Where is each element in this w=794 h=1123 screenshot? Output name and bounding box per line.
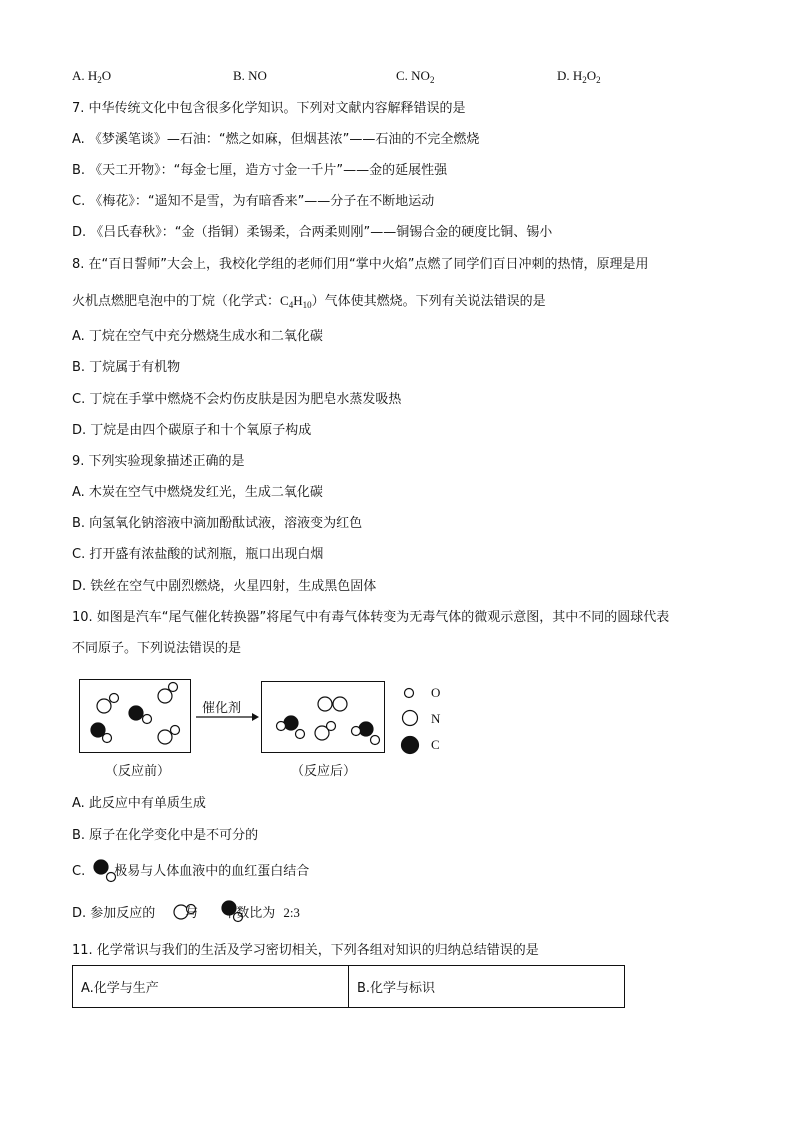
legend-n-label: N [431, 711, 441, 726]
arrow-head [252, 713, 259, 721]
q10-option-a: A. 此反应中有单质生成 [72, 796, 206, 811]
co2-molecule [352, 722, 380, 745]
q6-option-c: C. $NO_2$ [396, 68, 435, 85]
table-row [73, 966, 625, 1008]
q9-option-b: B. 向氢氧化钠溶液中滴加酚酞试液，溶液变为红色 [72, 516, 363, 531]
q8-option-c: C. 丁烷在手掌中燃烧不会灼伤皮肤是因为肥皂水蒸发吸热 [72, 392, 402, 407]
no-molecule [97, 694, 119, 714]
q8-stem-line2: 火机点燃肥皂泡中的丁烷（化学式：$C_4H_{10}$）气体使其燃烧。下列有关说法错误的是 [72, 293, 546, 310]
table-cell-b: B.化学与标识 [349, 966, 625, 1008]
q6-option-d: D. $H_2O_2$ [557, 68, 601, 85]
q7-stem: 7. 中华传统文化中包含很多化学知识。下列对文献内容解释错误的是 [72, 101, 466, 116]
co-molecule [91, 723, 112, 743]
q9-option-a: A. 木炭在空气中燃烧发红光，生成二氧化碳 [72, 485, 323, 500]
legend-c-label: C [431, 737, 440, 752]
q11-stem: 11. 化学常识与我们的生活及学习密切相关，下列各组对知识的归纳总结错误的是 [72, 943, 539, 958]
q6-option-a: A. $H_2O$ [72, 68, 112, 85]
q6-option-b: B. NO [233, 68, 267, 83]
q7-option-d: D. 《吕氏春秋》：“金（指铜）柔锡柔，合两柔则刚”——铜锡合金的硬度比铜、锡小 [72, 225, 553, 240]
no-molecule [315, 722, 336, 741]
legend-o-label: O [431, 685, 441, 700]
q11-table [72, 965, 625, 1008]
q10-stem-line1: 10. 如图是汽车“尾气催化转换器”将尾气中有毒气体转变为无毒气体的微观示意图，其中不同的圆球代表 [72, 610, 670, 625]
q10-option-c: C. 极易与人体血液中的血红蛋白结合 [72, 864, 310, 879]
legend-n-circle [403, 711, 418, 726]
q7-option-b: B. 《天工开物》：“每金七厘，造方寸金一千片”——金的延展性强 [72, 163, 448, 178]
q10-option-b: B. 原子在化学变化中是不可分的 [72, 828, 259, 843]
q8-stem-line1: 8. 在“百日誓师”大会上，我校化学组的老师们用“掌中火焰”点燃了同学们百日冲刺的热情，原理是用 [72, 257, 649, 272]
q10-stem-line2: 不同原子。下列说法错误的是 [72, 641, 242, 656]
q8-option-b: B. 丁烷属于有机物 [72, 360, 181, 375]
catalyst-label: 催化剂 [202, 701, 242, 716]
legend-c-circle [402, 737, 419, 754]
q7-option-a: A. 《梦溪笔谈》—石油：“燃之如麻，但烟甚浓”——石油的不完全燃烧 [72, 132, 480, 147]
n2-molecule [318, 697, 347, 711]
q8-option-d: D. 丁烷是由四个碳原子和十个氧原子构成 [72, 423, 312, 438]
legend-o-circle [405, 689, 414, 698]
q7-option-c: C. 《梅花》：“遥知不是雪，为有暗香来”——分子在不断地运动 [72, 194, 435, 209]
q9-stem: 9. 下列实验现象描述正确的是 [72, 454, 245, 469]
no-molecule [158, 726, 180, 745]
q10-option-d: D. 参加反应的 与 个数比为 2:3 [72, 905, 300, 921]
q9-option-d: D. 铁丝在空气中剧烈燃烧，火星四射，生成黑色固体 [72, 579, 377, 594]
co2-molecule [277, 716, 305, 739]
no-molecule [158, 683, 178, 704]
before-label: （反应前） [105, 764, 171, 779]
q9-option-c: C. 打开盛有浓盐酸的试剂瓶，瓶口出现白烟 [72, 547, 324, 562]
q8-option-a: A. 丁烷在空气中充分燃烧生成水和二氧化碳 [72, 329, 323, 344]
after-label: （反应后） [291, 764, 357, 779]
table-cell-a: A.化学与生产 [73, 966, 349, 1008]
co-molecule [129, 706, 152, 724]
